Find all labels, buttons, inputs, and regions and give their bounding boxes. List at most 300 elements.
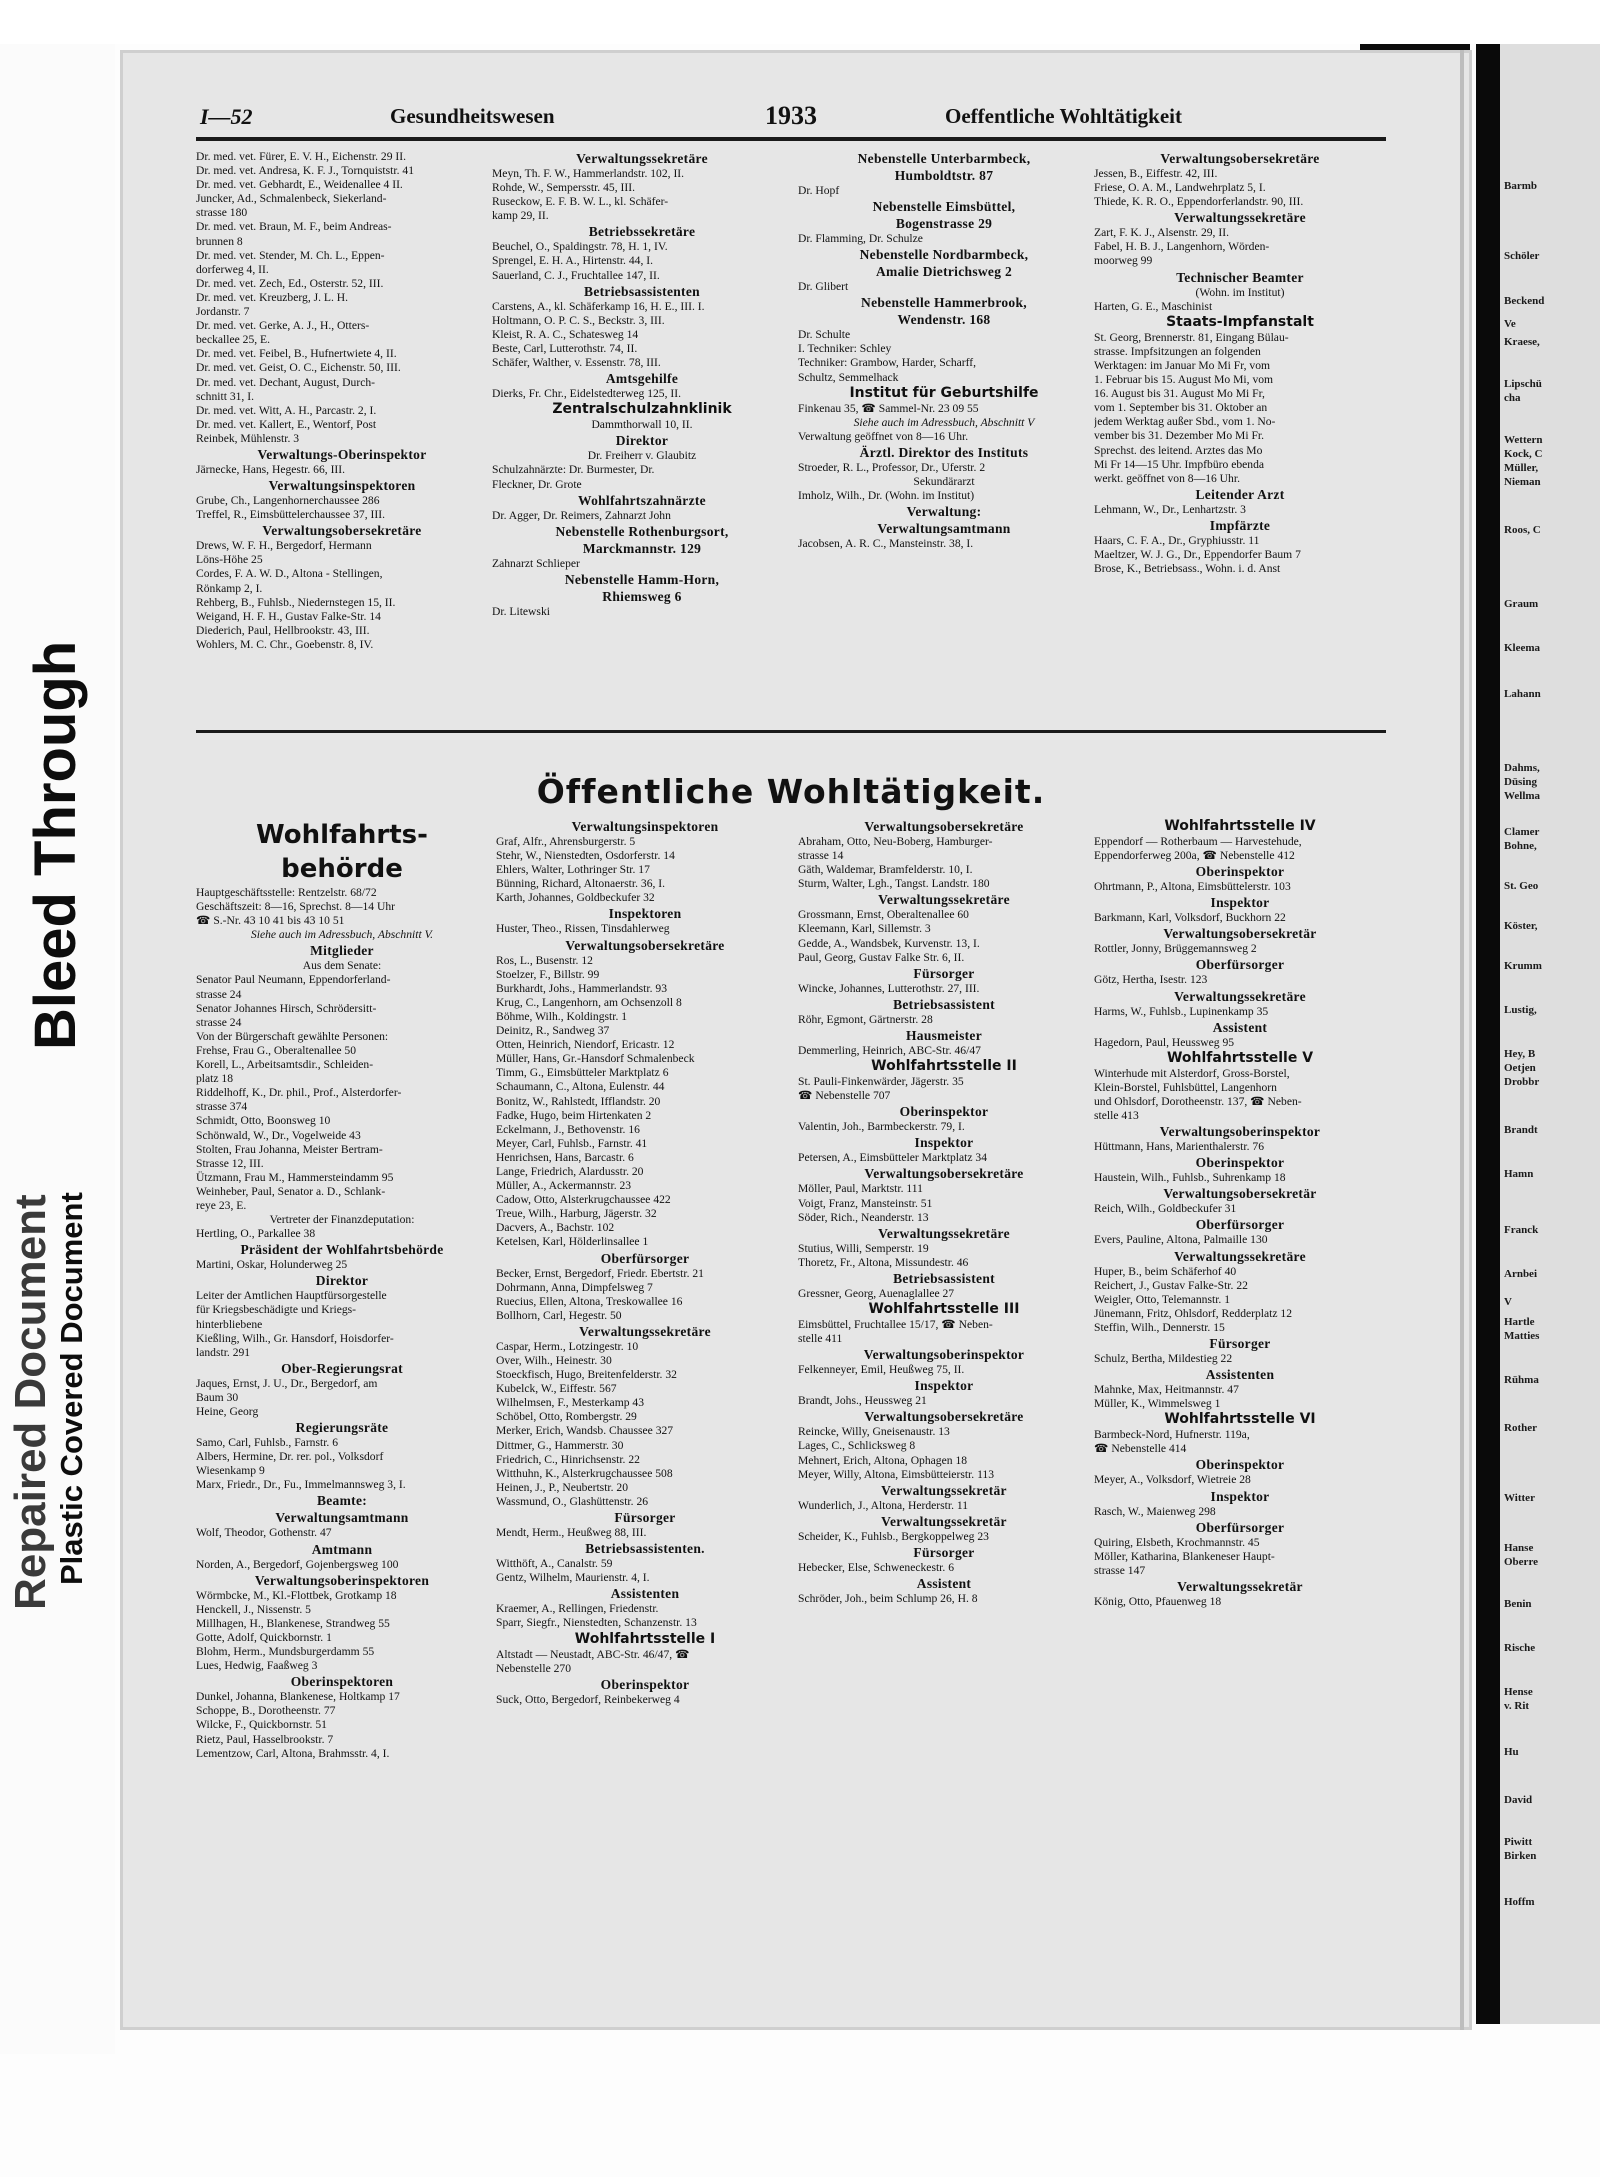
entry-line: Dacvers, A., Bachstr. 102: [496, 1221, 615, 1235]
entry-line: Dr. Agger, Dr. Reimers, Zahnarzt John: [492, 508, 671, 522]
entry-line: Vertreter der Finanzdeputation:: [269, 1213, 415, 1227]
entry-line: Witthuhn, K., Alsterkrugchaussee 508: [496, 1466, 673, 1480]
entry-line: Heinen, J., P., Neubertstr. 20: [496, 1480, 629, 1494]
entry-line: Präsident der Wohlfahrtsbehörde: [240, 1242, 444, 1258]
entry-line: Verwaltungssekretär: [881, 1482, 1007, 1498]
adjacent-page-fragment: Hamn: [1504, 1168, 1534, 1180]
entry-line: Bünning, Richard, Altonaerstr. 36, I.: [496, 877, 666, 891]
entry-line: Ehlers, Walter, Lothringer Str. 17: [496, 863, 650, 877]
entry-line: Schaumann, C., Altona, Eulenstr. 44: [496, 1080, 665, 1094]
entry-line: Scheider, K., Fuhlsb., Bergkoppelweg 23: [798, 1529, 989, 1543]
entry-line: Verwaltungssekretäre: [878, 1225, 1010, 1241]
entry-line: Wohlfahrts-: [256, 820, 428, 850]
bottom-column-4: [1094, 818, 1386, 1918]
entry-line: Jünemann, Fritz, Ohlsdorf, Redderplatz 12: [1094, 1306, 1293, 1320]
entry-line: Beste, Carl, Lutterothstr. 74, II.: [492, 341, 638, 355]
entry-line: Dierks, Fr. Chr., Eidelstedterweg 125, II.: [492, 387, 682, 401]
entry-line: Evers, Pauline, Altona, Palmaille 130: [1094, 1233, 1268, 1247]
adjacent-page-fragment: Barmb: [1504, 180, 1537, 192]
entry-line: Maeltzer, W. J. G., Dr., Eppendorfer Baum 7: [1094, 547, 1301, 561]
entry-line: und Ohlsdorf, Dorotheenstr. 137, ☎ Neben-: [1094, 1094, 1302, 1108]
entry-line: Dr. med. vet. Zech, Ed., Osterstr. 52, III.: [196, 276, 384, 290]
entry-line: Dr. med. vet. Fürer, E. V. H., Eichenstr. 29 II.: [196, 150, 407, 163]
entry-line: Bollhorn, Carl, Hegestr. 50: [496, 1308, 622, 1322]
entry-line: Korell, L., Arbeitsamtsdir., Schleiden-: [196, 1058, 374, 1072]
entry-line: Inspektor: [1210, 895, 1270, 911]
bottom-column-1: [196, 818, 488, 1918]
entry-line: Sekundärarzt: [913, 475, 975, 489]
entry-line: Amtmann: [311, 1541, 373, 1557]
entry-line: Weinheber, Paul, Senator a. D., Schlank-: [196, 1184, 386, 1198]
section-divider-rule: [196, 730, 1386, 733]
entry-line: Meyn, Th. F. W., Hammerlandstr. 102, II.: [492, 167, 685, 180]
entry-line: ☎ Nebenstelle 707: [798, 1089, 891, 1103]
entry-line: Blohm, Herm., Mundsburgerdamm 55: [196, 1645, 375, 1659]
entry-line: Verwaltungssekretäre: [878, 892, 1010, 908]
entry-line: Verwaltungsobersekretär: [1163, 926, 1317, 942]
entry-line: Oberinspektor: [600, 1676, 690, 1692]
entry-line: Wohlfahrtszahnärzte: [578, 492, 706, 508]
adjacent-page-fragment: Lahann: [1504, 688, 1541, 700]
entry-line: moorweg 99: [1094, 254, 1153, 268]
adjacent-page-fragment: Arnbei: [1504, 1268, 1537, 1280]
adjacent-page-fragment: cha: [1504, 392, 1521, 404]
top-column-2: [492, 150, 792, 720]
entry-line: Deinitz, R., Sandweg 37: [496, 1024, 610, 1038]
entry-line: Ober-Regierungsrat: [281, 1360, 403, 1376]
entry-line: Eppendorferweg 200a, ☎ Nebenstelle 412: [1094, 849, 1295, 863]
entry-line: Schröder, Joh., beim Schlump 26, H. 8: [798, 1592, 978, 1605]
entry-line: Staats-Impfanstalt: [1166, 313, 1314, 330]
entry-line: Zart, F. K. J., Alsenstr. 29, II.: [1094, 226, 1229, 240]
entry-line: Grube, Ch., Langenhornerchaussee 286: [196, 494, 380, 508]
entry-line: Müller, Hans, Gr.-Hansdorf Schmalenbeck: [496, 1052, 695, 1066]
entry-line: Fürsorger: [1209, 1335, 1271, 1351]
adjacent-page-fragment: v. Rit: [1504, 1700, 1530, 1712]
entry-line: Treue, Wilh., Harburg, Jägerstr. 32: [496, 1207, 657, 1221]
entry-line: Cordes, F. A. W. D., Altona - Stellingen,: [196, 567, 383, 581]
entry-line: Nebenstelle Nordbarmbeck,: [859, 247, 1029, 263]
entry-line: Stoelzer, F., Billstr. 99: [496, 967, 600, 981]
entry-line: Voigt, Franz, Mansteinstr. 51: [798, 1196, 933, 1210]
entry-line: Huper, B., beim Schäferhof 40: [1094, 1264, 1237, 1278]
entry-line: Wohlfahrtsstelle IV: [1164, 818, 1316, 834]
entry-line: Rietz, Paul, Hasselbrookstr. 7: [196, 1732, 334, 1746]
entry-line: stelle 411: [798, 1332, 843, 1346]
adjacent-page-fragment: Piwitt: [1504, 1836, 1533, 1848]
entry-line: strasse 147: [1094, 1563, 1146, 1577]
entry-line: Schoppe, B., Dorotheenstr. 77: [196, 1704, 336, 1718]
entry-line: Schulzahnärzte: Dr. Burmester, Dr.: [492, 463, 655, 477]
entry-line: Schäfer, Walther, v. Essenstr. 78, III.: [492, 356, 661, 370]
entry-line: Thiede, K. R. O., Eppendorferlandstr. 90, III.: [1094, 195, 1304, 209]
entry-line: Möller, Katharina, Blankeneser Haupt-: [1094, 1549, 1275, 1563]
entry-line: Betriebsassistent: [893, 996, 995, 1012]
entry-line: Techniker: Grambow, Harder, Scharff,: [798, 356, 977, 370]
entry-line: Oberinspektor: [1195, 864, 1285, 880]
entry-line: Stehr, W., Nienstedten, Osdorferstr. 14: [496, 849, 675, 863]
entry-line: Oberfürsorger: [1195, 1519, 1285, 1535]
entry-line: Meyer, A., Volksdorf, Wietreie 28: [1094, 1473, 1251, 1487]
entry-line: Sparr, Siegfr., Nienstedten, Schanzenstr. 13: [496, 1616, 697, 1630]
entry-line: Heine, Georg: [196, 1405, 259, 1418]
entry-line: Wohlfahrtsstelle V: [1166, 1049, 1314, 1066]
entry-line: Ützmann, Frau M., Hammersteindamm 95: [196, 1170, 394, 1184]
entry-line: Witthöft, A., Canalstr. 59: [496, 1557, 613, 1571]
entry-line: Fürsorger: [913, 1544, 975, 1560]
entry-line: Carstens, A., kl. Schäferkamp 16, H. E., III. I.: [492, 299, 705, 313]
entry-line: Dr. med. vet. Braun, M. F., beim Andreas-: [196, 220, 392, 234]
entry-line: Amalie Dietrichsweg 2: [875, 264, 1012, 280]
entry-line: Werktagen: im Januar Mo Mi Fr, vom: [1094, 358, 1271, 372]
entry-line: Wohlfahrtsstelle III: [868, 1300, 1020, 1317]
bottom-column-2: [496, 818, 794, 1918]
entry-line: strasse 24: [196, 987, 242, 1001]
entry-line: Dr. med. vet. Kallert, E., Wentorf, Post: [196, 417, 377, 431]
entry-line: Oberinspektor: [899, 1104, 989, 1120]
entry-line: Inspektor: [1210, 1488, 1270, 1504]
entry-line: Möller, Paul, Marktstr. 111: [798, 1182, 923, 1196]
entry-line: Jessen, B., Eiffestr. 42, III.: [1094, 167, 1218, 180]
entry-line: Dr. Glibert: [798, 280, 849, 294]
adjacent-page-fragment: Rische: [1504, 1642, 1536, 1654]
entry-line: Harms, W., Fuhlsb., Lupinenkamp 35: [1094, 1004, 1269, 1018]
entry-line: Stolten, Frau Johanna, Meister Bertram-: [196, 1142, 383, 1156]
entry-line: Verwaltungssekretär: [1177, 1578, 1303, 1594]
header-section-right: Oeffentliche Wohltätigkeit: [945, 104, 1182, 128]
entry-line: Wiesenkamp 9: [196, 1464, 265, 1478]
entry-line: Betriebssekretäre: [588, 224, 696, 240]
entry-line: Hüttmann, Hans, Marienthalerstr. 76: [1094, 1140, 1265, 1154]
entry-line: Ros, L., Busenstr. 12: [496, 953, 593, 967]
entry-line: Schultz, Semmelhack: [798, 370, 899, 384]
entry-line: Jaques, Ernst, J. U., Dr., Bergedorf, am: [196, 1376, 378, 1390]
running-header: [200, 101, 1390, 134]
entry-line: Fürsorger: [913, 965, 975, 981]
entry-line: Schulz, Bertha, Mildestieg 22: [1094, 1351, 1233, 1365]
entry-line: Reincke, Willy, Gneisenaustr. 13: [798, 1425, 950, 1439]
entry-line: Lementzow, Carl, Altona, Brahmsstr. 4, I.: [196, 1746, 390, 1760]
page-number: I—52: [200, 104, 253, 129]
adjacent-page-fragment: Dahms,: [1504, 762, 1540, 774]
adjacent-page-fragment: Brandt: [1504, 1124, 1538, 1136]
entry-line: Jacobsen, A. R. C., Mansteinstr. 38, I.: [798, 537, 974, 551]
entry-line: Dr. med. vet. Andresa, K. F. J., Tornquiststr. 41: [196, 164, 414, 178]
entry-line: Kubelck, W., Eiffestr. 567: [496, 1382, 617, 1396]
entry-line: Söder, Rich., Neanderstr. 13: [798, 1210, 929, 1224]
entry-line: Oberfürsorger: [1195, 1217, 1285, 1233]
entry-line: Cadow, Otto, Alsterkrugchaussee 422: [496, 1193, 671, 1207]
entry-line: Gressner, Georg, Auenaglallee 27: [798, 1286, 955, 1300]
entry-line: Valentin, Joh., Barmbeckerstr. 79, I.: [798, 1120, 965, 1134]
entry-line: ☎ S.-Nr. 43 10 41 bis 43 10 51: [196, 914, 345, 928]
entry-line: Senator Paul Neumann, Eppendorferland-: [196, 973, 391, 987]
entry-line: Altstadt — Neustadt, ABC-Str. 46/47, ☎: [496, 1647, 690, 1661]
entry-line: Ohrtmann, P., Altona, Eimsbüttelerstr. 103: [1094, 880, 1291, 894]
entry-line: Wohlfahrtsstelle VI: [1164, 1411, 1316, 1428]
entry-line: kamp 29, II.: [492, 209, 549, 223]
adjacent-page-fragment: Düsing: [1504, 776, 1538, 788]
entry-line: Albers, Hermine, Dr. rer. pol., Volksdorf: [196, 1450, 384, 1464]
entry-line: Dr. Freiherr v. Glaubitz: [587, 449, 697, 463]
entry-line: Verwaltung:: [906, 504, 982, 520]
entry-line: Dr. med. vet. Dechant, August, Durch-: [196, 375, 376, 389]
entry-line: Verwaltungsinspektoren: [571, 819, 719, 834]
entry-line: Sturm, Walter, Lgh., Tangst. Landstr. 180: [798, 877, 990, 891]
entry-line: strasse 24: [196, 1015, 242, 1029]
entry-line: Dammthorwall 10, II.: [591, 418, 693, 432]
entry-line: Wincke, Johannes, Lutterothstr. 27, III.: [798, 981, 980, 995]
entry-line: Felkenneyer, Emil, Heußweg 75, II.: [798, 1363, 965, 1377]
adjacent-page-fragment: Müller,: [1504, 462, 1539, 474]
entry-line: Fadke, Hugo, beim Hirtenkaten 2: [496, 1108, 652, 1122]
entry-line: Dr. med. vet. Stender, M. Ch. L., Eppen-: [196, 248, 385, 262]
entry-line: Dr. med. vet. Witt, A. H., Parcastr. 2, I.: [196, 403, 377, 417]
entry-line: Kraemer, A., Rellingen, Friedenstr.: [496, 1602, 659, 1616]
entry-line: Siehe auch im Adressbuch, Abschnitt V: [853, 415, 1035, 429]
entry-line: Verwaltungsoberinspektoren: [254, 1572, 430, 1588]
entry-line: brunnen 8: [196, 234, 243, 248]
entry-line: Verwaltungssekretäre: [1174, 210, 1306, 226]
entry-line: Henrichsen, Hans, Barcastr. 6: [496, 1150, 634, 1164]
entry-line: Stroeder, R. L., Professor, Dr., Uferstr. 2: [798, 460, 986, 474]
entry-line: Fleckner, Dr. Grote: [492, 477, 582, 491]
entry-line: (Wohn. im Institut): [1195, 285, 1285, 299]
entry-line: Graf, Alfr., Ahrensburgerstr. 5: [496, 835, 636, 848]
entry-line: Nebenstelle Eimsbüttel,: [872, 199, 1016, 215]
entry-line: Paul, Georg, Gustav Falke Str. 6, II.: [798, 950, 965, 964]
entry-line: Lues, Hedwig, Faaßweg 3: [196, 1659, 318, 1673]
entry-line: strasse. Impfsitzungen an folgenden: [1094, 344, 1261, 358]
entry-line: Rehberg, B., Fuhlsb., Niedernstegen 15, II.: [196, 595, 396, 609]
adjacent-page-fragment: Krumm: [1504, 960, 1542, 972]
entry-line: Dohrmann, Anna, Dimpfelsweg 7: [496, 1280, 653, 1294]
entry-line: Leitender Arzt: [1195, 486, 1285, 502]
entry-line: Technischer Beamter: [1176, 269, 1304, 285]
entry-line: Verwaltung geöffnet von 8—16 Uhr.: [798, 429, 969, 443]
entry-line: Betriebsassistent: [893, 1270, 995, 1286]
adjacent-page-fragment: Hey, B: [1504, 1048, 1536, 1060]
entry-line: Mi Fr 14—15 Uhr. Impfbüro ebenda: [1094, 457, 1265, 471]
adjacent-page-fragment: Benin: [1504, 1598, 1532, 1610]
entry-line: Schönwald, W., Dr., Vogelweide 43: [196, 1128, 361, 1142]
entry-line: Rottler, Jonny, Brüggemannsweg 2: [1094, 942, 1257, 956]
entry-line: Reinbek, Mühlenstr. 3: [196, 431, 300, 445]
entry-line: Verwaltungssekretäre: [579, 1323, 711, 1339]
entry-line: Dr. Litewski: [492, 604, 550, 618]
entry-line: Friedrich, C., Hinrichsenstr. 22: [496, 1452, 640, 1466]
entry-line: Verwaltungs-Oberinspektor: [257, 446, 427, 462]
entry-line: Dr. Flamming, Dr. Schulze: [798, 232, 923, 246]
entry-line: St. Pauli-Finkenwärder, Jägerstr. 35: [798, 1075, 964, 1089]
entry-line: Grossmann, Ernst, Oberaltenallee 60: [798, 908, 969, 922]
entry-line: strasse 374: [196, 1100, 248, 1114]
entry-line: Karth, Johannes, Goldbeckufer 32: [496, 891, 655, 905]
entry-line: Rohde, W., Sempersstr. 45, III.: [492, 181, 635, 195]
top-column-4: [1094, 150, 1386, 720]
entry-line: Finkenau 35, ☎ Sammel-Nr. 23 09 55: [798, 401, 979, 415]
entry-line: Timm, G., Eimsbütteler Marktplatz 6: [496, 1066, 669, 1080]
entry-line: Götz, Hertha, Isestr. 123: [1094, 973, 1208, 987]
entry-line: Stutius, Willi, Semperstr. 19: [798, 1241, 929, 1255]
entry-line: Fürsorger: [614, 1510, 676, 1526]
entry-line: Thoretz, Fr., Altona, Missundestr. 46: [798, 1255, 969, 1269]
side-label-plastic: Plastic Covered Document: [54, 1192, 89, 1585]
entry-line: Reichert, J., Gustav Falke-Str. 22: [1094, 1278, 1248, 1292]
entry-line: Verwaltungsobersekretäre: [864, 819, 1024, 834]
entry-line: Nebenstelle Unterbarmbeck,: [857, 151, 1031, 166]
entry-line: Drews, W. F. H., Bergedorf, Hermann: [196, 539, 372, 553]
adjacent-page-fragment: Ve: [1504, 318, 1516, 330]
entry-line: Betriebsassistenten: [584, 283, 700, 299]
entry-line: Humboldtstr. 87: [894, 168, 994, 183]
adjacent-page-fragment: Oetjen: [1504, 1062, 1536, 1074]
adjacent-page-fragment: Nieman: [1504, 476, 1541, 488]
entry-line: Verwaltungssekretäre: [576, 151, 708, 166]
entry-line: Verwaltungssekretär: [881, 1513, 1007, 1529]
entry-line: Rhiemsweg 6: [602, 588, 682, 604]
entry-line: behörde: [281, 854, 403, 884]
adjacent-page-fragment: Birken: [1504, 1850, 1537, 1862]
adjacent-page-fragment: Kleema: [1504, 642, 1541, 654]
entry-line: Verwaltungssekretäre: [1174, 988, 1306, 1004]
header-section-left: Gesundheitswesen: [390, 104, 555, 128]
entry-line: schnitt 31, I.: [196, 389, 254, 403]
entry-line: hinterbliebene: [196, 1317, 263, 1331]
header-rule: [196, 137, 1386, 141]
entry-line: Aus dem Senate:: [302, 959, 382, 973]
entry-line: Sprengel, E. H. A., Hirtenstr. 44, I.: [492, 254, 654, 268]
adjacent-page-fragment: Schöler: [1504, 250, 1540, 262]
entry-line: Marckmannstr. 129: [582, 540, 702, 556]
entry-line: Jordanstr. 7: [196, 305, 250, 319]
entry-line: Hauptgeschäftsstelle: Rentzelstr. 68/72: [196, 886, 377, 899]
entry-line: St. Georg, Brennerstr. 81, Eingang Bülau-: [1094, 330, 1289, 344]
top-column-3: [798, 150, 1090, 720]
entry-line: Juncker, Ad., Schmalenbeck, Siekerland-: [196, 192, 387, 206]
entry-line: Sprechst. des leitend. Arztes das Mo: [1094, 443, 1263, 457]
entry-line: Inspektor: [914, 1378, 974, 1394]
entry-line: Direktor: [315, 1273, 369, 1289]
entry-line: Dr. Hopf: [798, 184, 840, 197]
entry-line: Petersen, A., Eimsbütteler Marktplatz 34: [798, 1151, 987, 1165]
adjacent-page-fragment: Beckend: [1504, 295, 1545, 307]
entry-line: Imholz, Wilh., Dr. (Wohn. im Institut): [798, 489, 975, 503]
side-label-repaired: Repaired Document: [6, 1194, 55, 1610]
entry-line: Brose, K., Betriebsass., Wohn. i. d. Anst: [1094, 562, 1281, 576]
entry-line: Gäth, Waldemar, Bramfelderstr. 10, I.: [798, 863, 973, 877]
adjacent-page-fragment: Hense: [1504, 1686, 1533, 1698]
adjacent-page-fragment: Hartle: [1504, 1316, 1535, 1328]
entry-line: vember bis 31. Dezember Mo Mi Fr.: [1094, 429, 1265, 443]
entry-line: Marx, Friedr., Dr., Fu., Immelmannsweg 3, I.: [196, 1478, 406, 1492]
entry-line: Strasse 12, III.: [196, 1156, 264, 1170]
entry-line: Impfärzte: [1209, 517, 1271, 533]
entry-line: Holtmann, O. P. C. S., Beckstr. 3, III.: [492, 313, 665, 327]
entry-line: Martini, Oskar, Holunderweg 25: [196, 1258, 348, 1272]
book-gutter: [1476, 44, 1500, 2024]
entry-line: strasse 14: [798, 849, 844, 863]
entry-line: Eppendorf — Rotherbaum — Harvestehude,: [1094, 835, 1302, 848]
entry-line: Rönkamp 2, I.: [196, 581, 263, 595]
entry-line: Mahnke, Max, Heitmannstr. 47: [1094, 1383, 1239, 1397]
entry-line: Winterhude mit Alsterdorf, Gross-Borstel,: [1094, 1066, 1290, 1080]
entry-line: Verwaltungsamtmann: [877, 521, 1011, 537]
entry-line: beckallee 25, E.: [196, 333, 271, 347]
entry-line: Weigand, H. F. H., Gustav Falke-Str. 14: [196, 609, 381, 623]
adjacent-page-fragment: Köster,: [1504, 920, 1538, 932]
entry-line: Frehse, Frau G., Oberaltenallee 50: [196, 1043, 357, 1057]
top-column-1: [196, 150, 488, 720]
entry-line: 1. Februar bis 15. August Mo Mi, vom: [1094, 373, 1274, 387]
adjacent-page-fragment: Lustig,: [1504, 1004, 1537, 1016]
entry-line: Järnecke, Hans, Hegestr. 66, III.: [196, 462, 346, 476]
entry-line: Klein-Borstel, Fuhlsbüttel, Langenhorn: [1094, 1080, 1277, 1094]
entry-line: Schmidt, Otto, Boonsweg 10: [196, 1114, 331, 1128]
entry-line: Dr. med. vet. Feibel, B., Hufnertwiete 4, II.: [196, 347, 397, 361]
header-year: 1933: [765, 101, 817, 130]
entry-line: Dittmer, G., Hammerstr. 30: [496, 1438, 624, 1452]
entry-line: Meyer, Willy, Altona, Eimsbütteierstr. 113: [798, 1467, 995, 1481]
entry-line: Verwaltungsobersekretäre: [1160, 151, 1320, 166]
bottom-column-3: [798, 818, 1090, 1918]
adjacent-page-fragment: Wellma: [1504, 790, 1541, 802]
entry-line: Beuchel, O., Spaldingstr. 78, H. 1, IV.: [492, 240, 668, 254]
entry-line: Wilcke, F., Quickbornstr. 51: [196, 1718, 327, 1732]
entry-line: dorferweg 4, II.: [196, 262, 269, 276]
entry-line: Wunderlich, J., Altona, Herderstr. 11: [798, 1498, 969, 1512]
entry-line: Wohlfahrtsstelle I: [574, 1630, 716, 1647]
entry-line: Assistent: [916, 1576, 972, 1591]
adjacent-page-fragment: Kraese,: [1504, 336, 1540, 348]
entry-line: platz 18: [196, 1072, 234, 1086]
adjacent-page: [1500, 44, 1600, 2024]
entry-line: Assistent: [1212, 1019, 1268, 1035]
entry-line: Institut für Geburtshilfe: [849, 384, 1039, 401]
adjacent-page-fragment: V: [1504, 1296, 1512, 1308]
entry-line: Wendenstr. 168: [897, 312, 991, 328]
entry-line: Gentz, Wilhelm, Maurienstr. 4, I.: [496, 1571, 650, 1585]
entry-line: Verwaltungsamtmann: [275, 1510, 409, 1526]
entry-line: Demmerling, Heinrich, ABC-Str. 46/47: [798, 1043, 981, 1057]
adjacent-page-fragment: Hanse: [1504, 1542, 1534, 1554]
entry-line: Bogenstrasse 29: [895, 216, 993, 232]
entry-line: Müller, A., Ackermannstr. 23: [496, 1179, 632, 1193]
entry-line: für Kriegsbeschädigte und Kriegs-: [196, 1303, 357, 1317]
entry-line: Kießling, Wilh., Gr. Hansdorf, Hoisdorfer-: [196, 1331, 394, 1345]
entry-line: Müller, K., Wimmelsweg 1: [1094, 1397, 1221, 1411]
entry-line: ☎ Nebenstelle 414: [1094, 1442, 1187, 1456]
entry-line: Mitglieder: [310, 943, 374, 959]
entry-line: Oberfürsorger: [1195, 957, 1285, 973]
entry-line: Suck, Otto, Bergedorf, Reinbekerweg 4: [496, 1692, 680, 1706]
entry-line: Amtsgehilfe: [605, 371, 679, 387]
entry-line: Wolf, Theodor, Gothenstr. 47: [196, 1526, 332, 1540]
entry-line: Kleist, R. A. C., Schatesweg 14: [492, 327, 639, 341]
entry-line: Eimsbüttel, Fruchtallee 15/17, ☎ Neben-: [798, 1317, 993, 1331]
adjacent-page-fragment: David: [1504, 1794, 1533, 1806]
adjacent-page-fragment: Oberre: [1504, 1556, 1539, 1568]
adjacent-page-fragment: Hu: [1504, 1746, 1519, 1758]
entry-line: Barkmann, Karl, Volksdorf, Buckhorn 22: [1094, 911, 1286, 925]
adjacent-page-fragment: Clamer: [1504, 826, 1540, 838]
entry-line: Eckelmann, J., Bethovenstr. 16: [496, 1122, 640, 1136]
entry-line: Mendt, Herm., Heußweg 88, III.: [496, 1526, 647, 1540]
entry-line: Lages, C., Schlicksweg 8: [798, 1439, 916, 1453]
adjacent-page-fragment: Hoffm: [1504, 1896, 1535, 1908]
entry-line: Kleemann, Karl, Sillemstr. 3: [798, 922, 931, 936]
entry-line: Böhme, Wilh., Koldingstr. 1: [496, 1009, 628, 1023]
